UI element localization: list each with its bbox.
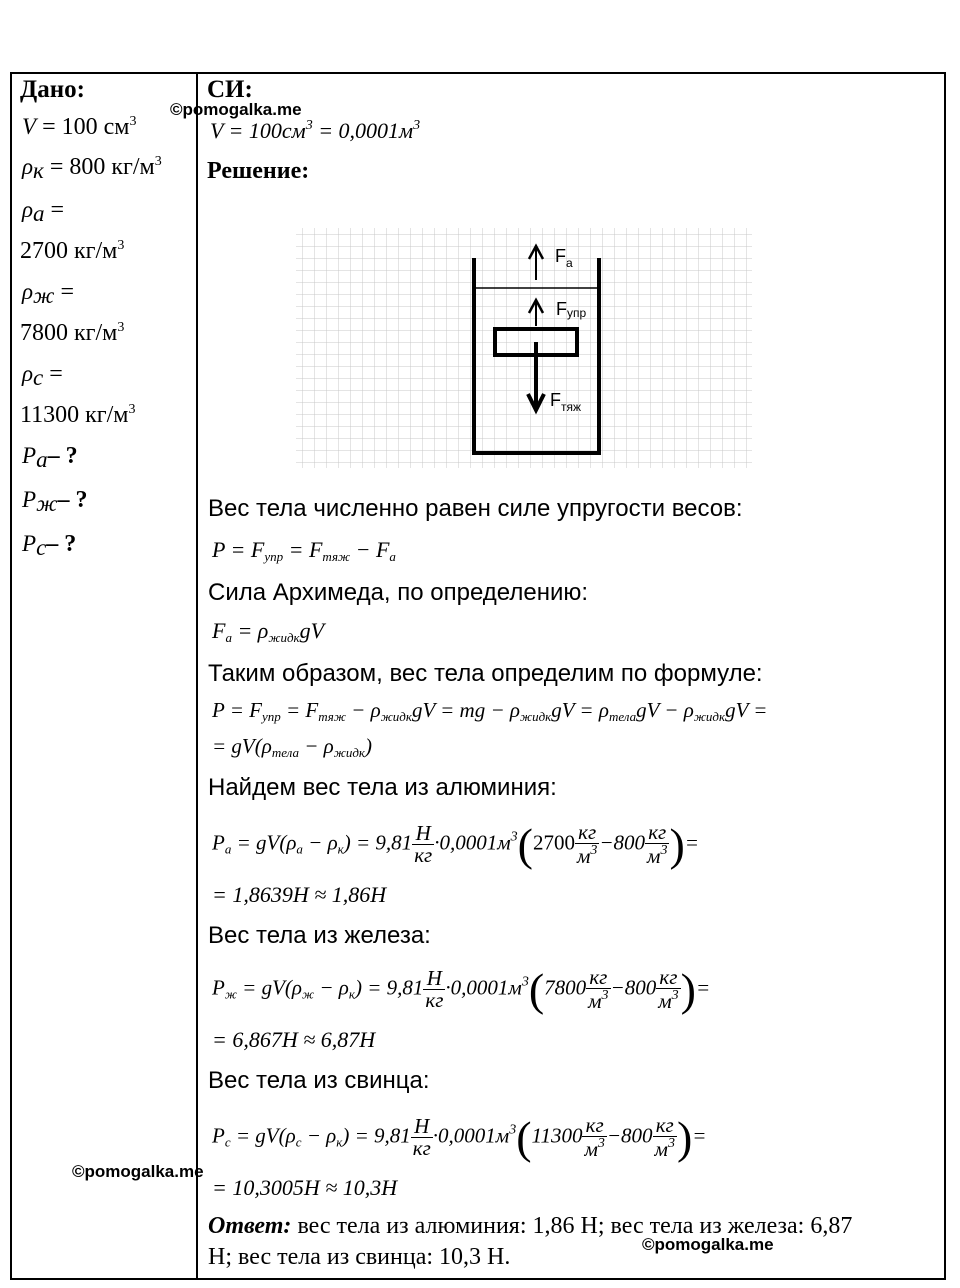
grid-background (296, 228, 752, 468)
watermark-top: ©pomogalka.me (170, 100, 302, 119)
given-rho-a-value: 2700 $кг/м^3$ (20, 238, 125, 264)
formula-lead: $P_с = gV(\rho_с - \rho_к) = 9,81$ Н кг $\cdot 0,0001м^3(11300$ кг $м^3$ −800 кг $м^3$ )= (212, 1112, 707, 1163)
given-rho-s: $\rho_с$ = (22, 361, 63, 390)
formula-general-line1: $P = F_{упр} = F_{тяж} - \rho_{жидк}gV$ = mg − $\rho_{жидк}gV = \rho_{тела}gV - \rho_{жидк}gV$ = (212, 698, 768, 724)
result-aluminium: = 1,8639Н ≈ 1,86Н (212, 882, 387, 907)
given-header: Дано: (20, 76, 85, 103)
answer-line2: Н; вес тела из свинца: 10,3 Н. (208, 1244, 511, 1270)
find-pa: $P_а-$ ? (22, 443, 78, 472)
text-aluminium: Найдем вес тела из алюминия: (208, 774, 557, 801)
given-rho-s-value: 11300 $кг/м^3$ (20, 402, 136, 428)
formula-fa: $F_а = \rho_{жидк}gV$ (212, 618, 325, 645)
watermark-bottom-right: ©pomogalka.me (642, 1235, 774, 1254)
formula-general-line2: = $gV(\rho_{тела} - \rho_{жидк})$ (212, 734, 373, 760)
column-divider (196, 72, 198, 1280)
given-volume: V = 100 $см^3$ (22, 114, 137, 140)
answer-line1: Ответ: вес тела из алюминия: 1,86 Н; вес тела из железа: 6,87 (208, 1213, 853, 1239)
watermark-bottom-left: ©pomogalka.me (72, 1162, 204, 1181)
label-fa: $F_а$ (555, 246, 573, 270)
text-weight-equals-elastic: Вес тела численно равен силе упругости весов: (208, 495, 743, 522)
given-rho-zh: $\rho_ж$ = (22, 279, 74, 308)
formula-p-fupr: $P = F_{упр} = F_{тяж} - F_а$ (212, 537, 396, 564)
given-rho-k: $\rho_к = 800$ $кг/м^3$ (22, 154, 162, 183)
si-header: СИ: (207, 76, 253, 103)
result-lead: = 10,3005Н ≈ 10,3Н (212, 1175, 398, 1200)
formula-iron: $P_ж = gV(\rho_ж - \rho_к) = 9,81$ Н кг $\cdot 0,0001м^3(7800$ кг $м^3$ −800 кг $м^3$ )= (212, 964, 711, 1015)
find-pzh: $P_ж-$ ? (22, 487, 88, 516)
text-lead: Вес тела из свинца: (208, 1067, 430, 1094)
force-diagram (290, 222, 760, 474)
formula-aluminium: $P_а = gV(\rho_а - \rho_к) = 9,81$ Н кг $\cdot 0,0001м^3(2700$ кг $м^3$ −800 кг $м^3$ )= (212, 819, 699, 870)
given-rho-zh-value: 7800 $кг/м^3$ (20, 320, 125, 346)
given-rho-a: $\rho_а$ = (22, 197, 65, 226)
label-fupr: Fупр (556, 299, 587, 320)
text-archimedes: Сила Архимеда, по определению: (208, 579, 589, 606)
si-conversion: $V = 100см^3 = 0,0001м^3$ (210, 118, 421, 143)
result-iron: = 6,867Н ≈ 6,87Н (212, 1027, 376, 1052)
label-ftyazh: $F_{тяж}$ (550, 390, 582, 414)
find-ps: $P_с-$ ? (22, 531, 77, 560)
solution-header: Решение: (207, 158, 310, 184)
text-thus: Таким образом, вес тела определим по формуле: (208, 660, 763, 687)
text-iron: Вес тела из железа: (208, 922, 431, 949)
